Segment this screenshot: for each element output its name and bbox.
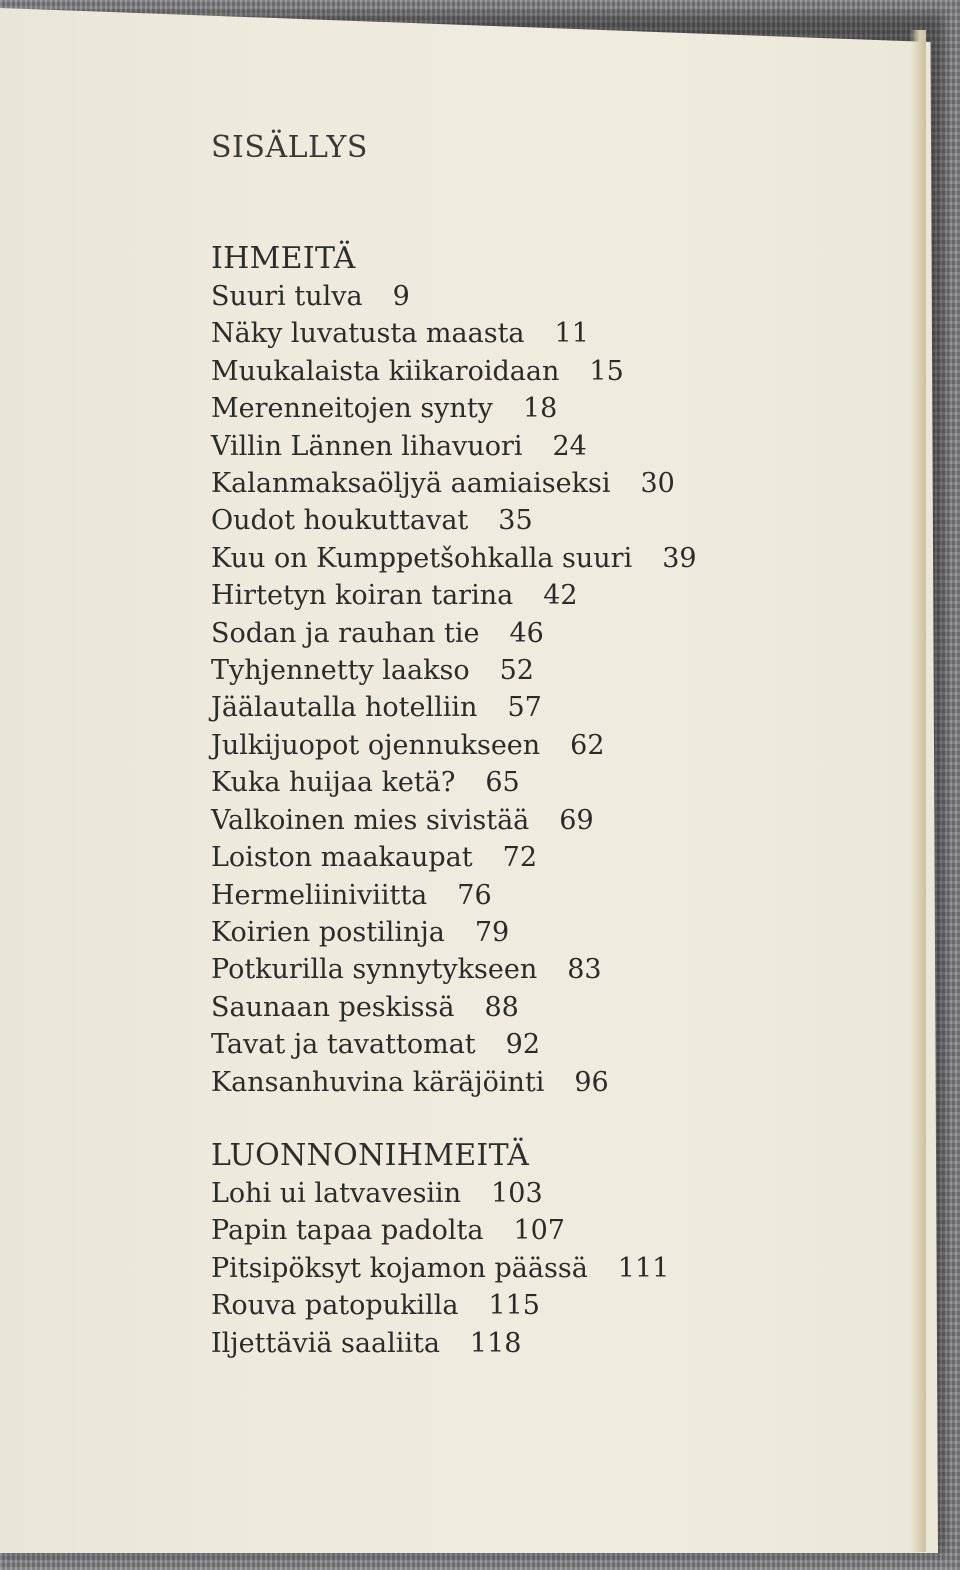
toc-entry-title: Potkurilla synnytykseen xyxy=(211,954,538,986)
toc-entry xyxy=(211,839,697,876)
toc-entry-title: Muukalaista kiikaroidaan xyxy=(211,355,560,387)
toc-entry-page-number: 72 xyxy=(502,842,537,874)
toc-entry xyxy=(211,951,697,988)
toc-entry-title: Papin tapaa padolta xyxy=(211,1215,484,1247)
toc-entry-title: Suuri tulva xyxy=(211,281,363,312)
toc-entry xyxy=(211,315,697,352)
toc-entry-title: Loiston maakaupat xyxy=(211,842,473,874)
table-of-contents xyxy=(211,126,697,1362)
toc-entry-page-number: 18 xyxy=(522,393,558,425)
toc-entry xyxy=(211,802,697,839)
toc-entry-page-number: 46 xyxy=(509,617,544,649)
toc-entry-title: Iljettäviä saaliita xyxy=(211,1327,440,1359)
page-edge xyxy=(910,30,926,1552)
toc-entry-title: Hirtetyn koiran tarina xyxy=(211,580,514,612)
toc-entry-title: Näky luvatusta maasta xyxy=(211,318,525,350)
section-title: LUONNONIHMEITÄ xyxy=(211,1137,530,1173)
toc-entry-page-number: 79 xyxy=(474,916,510,948)
toc-entry-page-number: 83 xyxy=(567,954,602,986)
toc-entry-title: Valkoinen mies sivistää xyxy=(211,804,530,836)
toc-entry-page-number: 103 xyxy=(491,1177,543,1209)
toc-entry-title: Jäälautalla hotelliin xyxy=(211,692,478,724)
toc-entry-title: Saunaan peskissä xyxy=(211,991,455,1023)
toc-entry xyxy=(211,577,697,614)
toc-entry xyxy=(211,1175,697,1212)
toc-entry-page-number: 62 xyxy=(570,729,605,761)
toc-entry xyxy=(211,914,697,951)
toc-entry-title: Kuu on Kumppetšohkalla suuri xyxy=(211,542,633,574)
toc-entry xyxy=(211,1026,697,1063)
toc-entry xyxy=(211,1250,697,1287)
toc-entry-title: Hermeliiniviitta xyxy=(211,879,428,911)
toc-entry xyxy=(211,1287,697,1324)
toc-entry-title: Lohi ui latvavesiin xyxy=(211,1177,462,1209)
toc-entry xyxy=(211,652,697,689)
toc-entry xyxy=(211,465,697,502)
toc-entry xyxy=(211,278,697,315)
toc-entry-title: Villin Lännen lihavuori xyxy=(211,430,523,462)
toc-entry xyxy=(211,1212,697,1249)
toc-entry xyxy=(211,540,697,577)
toc-entry-title: Pitsipöksyt kojamon päässä xyxy=(211,1252,588,1284)
toc-entry-page-number: 92 xyxy=(505,1029,541,1061)
toc-entry-page-number: 24 xyxy=(552,430,587,462)
toc-entry-page-number: 107 xyxy=(513,1215,565,1247)
toc-entry-page-number: 111 xyxy=(617,1252,670,1284)
toc-entry-page-number: 76 xyxy=(457,879,492,911)
toc-entry xyxy=(211,353,697,390)
toc-entry xyxy=(211,877,697,914)
toc-entry xyxy=(211,390,697,427)
toc-entry-title: Tyhjennetty laakso xyxy=(211,655,470,687)
toc-entry-page-number: 42 xyxy=(543,580,578,612)
toc-entry-title: Kuka huijaa ketä? xyxy=(211,767,456,799)
toc-entry xyxy=(211,989,697,1026)
section-title: IHMEITÄ xyxy=(211,241,356,276)
toc-entry xyxy=(211,615,697,652)
toc-entry-page-number: 39 xyxy=(662,542,697,574)
toc-entry-page-number: 15 xyxy=(589,355,624,387)
toc-entry xyxy=(211,428,697,465)
toc-entry-title: Tavat ja tavattomat xyxy=(211,1029,476,1061)
toc-entry-list xyxy=(211,1175,697,1362)
toc-entry xyxy=(211,502,697,539)
toc-entry-page-number: 115 xyxy=(488,1290,540,1322)
toc-entry xyxy=(211,1325,697,1362)
toc-entry-page-number: 35 xyxy=(498,505,533,537)
toc-entry-page-number: 96 xyxy=(574,1066,609,1098)
toc-entry xyxy=(211,727,697,764)
toc-entry-page-number: 52 xyxy=(499,655,534,687)
toc-entry-title: Merenneitojen synty xyxy=(211,393,493,425)
toc-entry-title: Rouva patopukilla xyxy=(211,1290,459,1322)
toc-entry-title: Kalanmaksaöljyä aamiaiseksi xyxy=(211,468,611,500)
toc-entry-title: Sodan ja rauhan tie xyxy=(211,617,480,649)
toc-entry-page-number: 65 xyxy=(485,767,520,799)
toc-entry xyxy=(211,764,697,801)
toc-entry-title: Oudot houkuttavat xyxy=(211,505,469,537)
toc-title: SISÄLLYS xyxy=(211,130,368,165)
toc-entry-page-number: 9 xyxy=(392,281,410,312)
toc-entry-page-number: 11 xyxy=(554,318,589,350)
toc-entry-title: Kansanhuvina käräjöinti xyxy=(211,1066,545,1098)
toc-entry xyxy=(211,689,697,726)
toc-section-ihmeita xyxy=(211,240,697,1101)
toc-entry-page-number: 57 xyxy=(507,692,542,724)
toc-entry-page-number: 30 xyxy=(640,468,675,500)
toc-entry-page-number: 118 xyxy=(469,1327,522,1359)
toc-entry-title: Julkijuopot ojennukseen xyxy=(211,729,541,761)
toc-entry-page-number: 69 xyxy=(559,804,594,836)
toc-entry xyxy=(211,1064,697,1101)
toc-section-luonnonihmeita xyxy=(211,1137,697,1362)
toc-entry-list xyxy=(211,278,697,1101)
toc-entry-page-number: 88 xyxy=(484,991,519,1023)
toc-entry-title: Koirien postilinja xyxy=(211,916,445,948)
